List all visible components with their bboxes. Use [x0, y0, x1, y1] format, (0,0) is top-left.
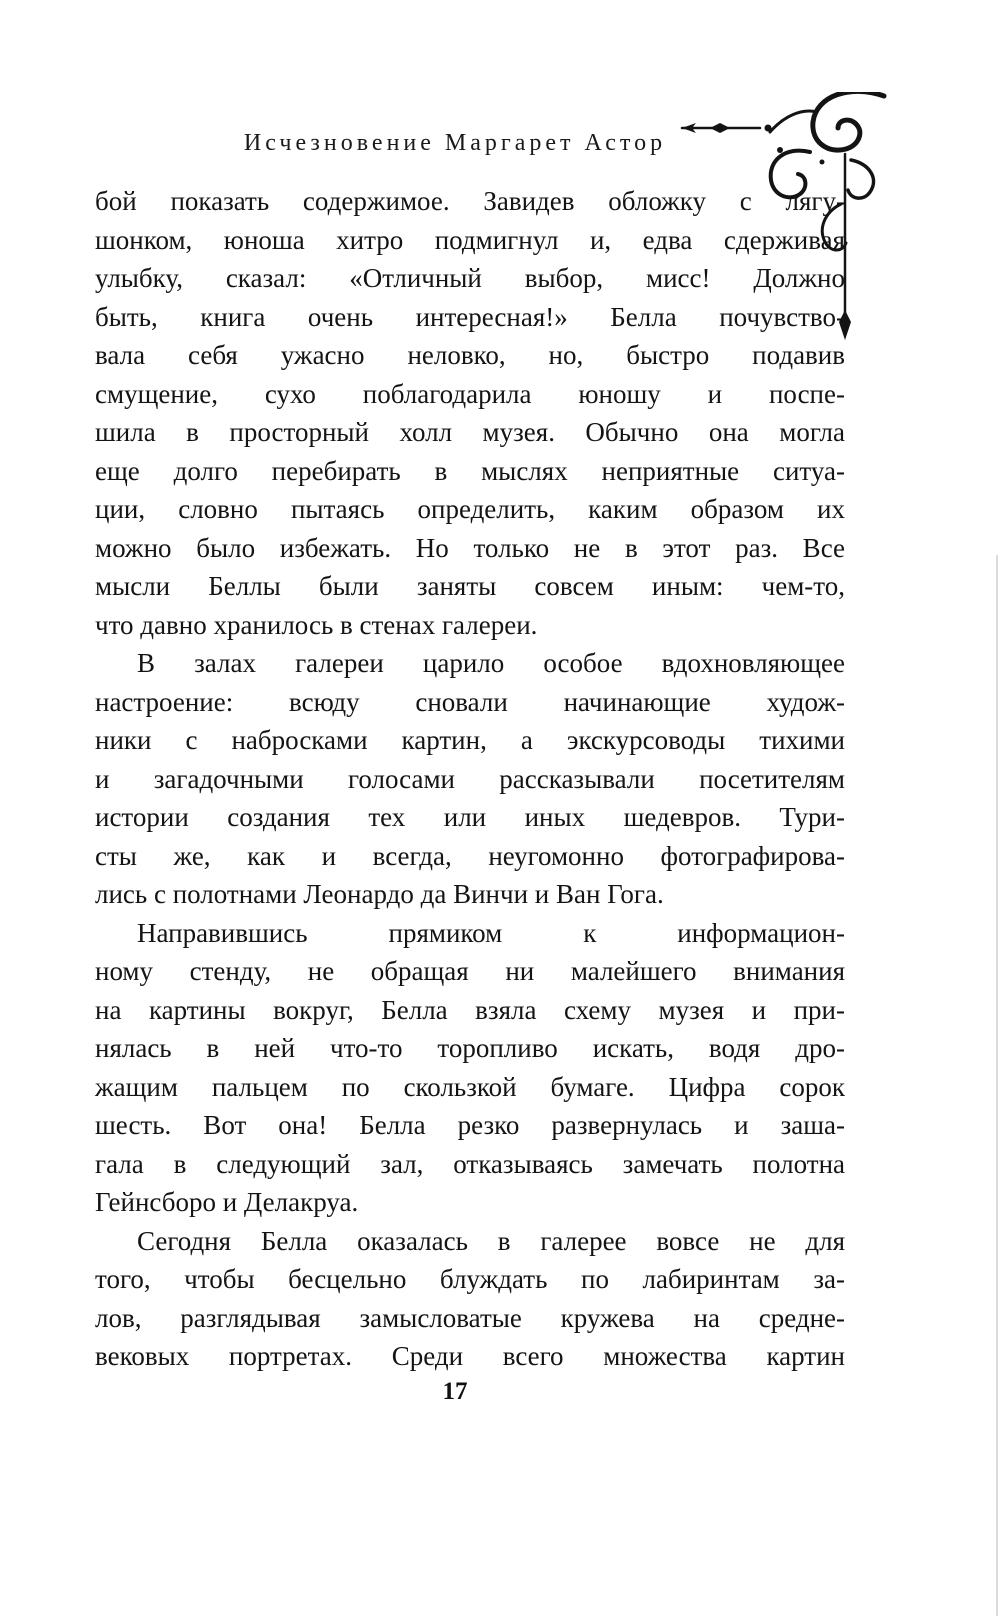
text-line: на картины вокруг, Белла взяла схему музея и при-	[95, 994, 845, 1025]
page-body	[95, 182, 845, 1376]
page-number: 17	[442, 1378, 468, 1405]
text-line: ции, словно пытаясь определить, каким образом их	[95, 494, 845, 524]
text-line: лись с полотнами Леонардо да Винчи и Ван Гога.	[95, 879, 664, 909]
chapter-title: Исчезновение Маргарет Астор	[243, 130, 667, 156]
text-line: шила в просторный холл музея. Обычно она могла	[95, 417, 845, 447]
text-line: жащим пальцем по скользкой бумаге. Цифра сорок	[95, 1071, 845, 1102]
text-line: что давно хранилось в стенах галереи.	[95, 609, 538, 640]
text-line: еще долго перебирать в мыслях неприятные ситуа-	[95, 455, 845, 486]
text-line: лов, разглядывая замысловатые кружева на средне-	[95, 1302, 845, 1333]
paragraph	[95, 182, 845, 644]
text-line: настроение: всюду сновали начинающие худож-	[95, 686, 845, 717]
paragraph	[95, 1222, 845, 1376]
text-line: бой показать содержимое. Завидев обложку с лягу-	[95, 186, 845, 216]
paragraph	[95, 914, 845, 1222]
text-line: шонком, юноша хитро подмигнул и, едва сдерживая	[95, 224, 845, 255]
text-line: гала в следующий зал, отказываясь замечать полотна	[95, 1148, 845, 1179]
text-line: смущение, сухо поблагодарила юношу и поспе-	[95, 378, 845, 409]
text-line: вековых портретах. Среди всего множества картин	[95, 1341, 845, 1371]
text-line: вала себя ужасно неловко, но, быстро подавив	[95, 340, 845, 370]
text-line: быть, книга очень интересная!» Белла почувство-	[95, 301, 845, 332]
text-line: улыбку, сказал: «Отличный выбор, мисс! Должно	[95, 263, 845, 293]
text-line: мысли Беллы были заняты совсем иным: чем-то,	[95, 571, 845, 601]
text-line: сты же, как и всегда, неугомонно фотографирова-	[95, 840, 845, 871]
text-line: Гейнсборо и Делакруа.	[95, 1187, 359, 1217]
text-line: и загадочными голосами рассказывали посетителям	[95, 763, 845, 794]
text-line: того, чтобы бесцельно блуждать по лабиринтам за-	[95, 1264, 845, 1294]
page-edge-scan-line	[996, 555, 998, 1616]
text-line: Сегодня Белла оказалась в галерее вовсе не для	[137, 1225, 845, 1256]
text-line: нялась в ней что-то торопливо искать, водя дро-	[95, 1033, 845, 1063]
text-line: ники с набросками картин, а экскурсоводы тихими	[95, 725, 845, 755]
text-line: шесть. Вот она! Белла резко развернулась и заша-	[95, 1110, 845, 1140]
divider-diamond	[710, 123, 730, 133]
text-line: можно было избежать. Но только не в этот раз. Все	[95, 532, 845, 563]
text-line: ному стенду, не обращая ни малейшего внимания	[95, 956, 845, 986]
text-line: В залах галереи царило особое вдохновляющее	[137, 648, 845, 678]
paragraph	[95, 644, 845, 914]
text-line: истории создания тех или иных шедевров. Тури-	[95, 802, 845, 832]
text-line: Направившись прямиком к информацион-	[137, 917, 845, 948]
